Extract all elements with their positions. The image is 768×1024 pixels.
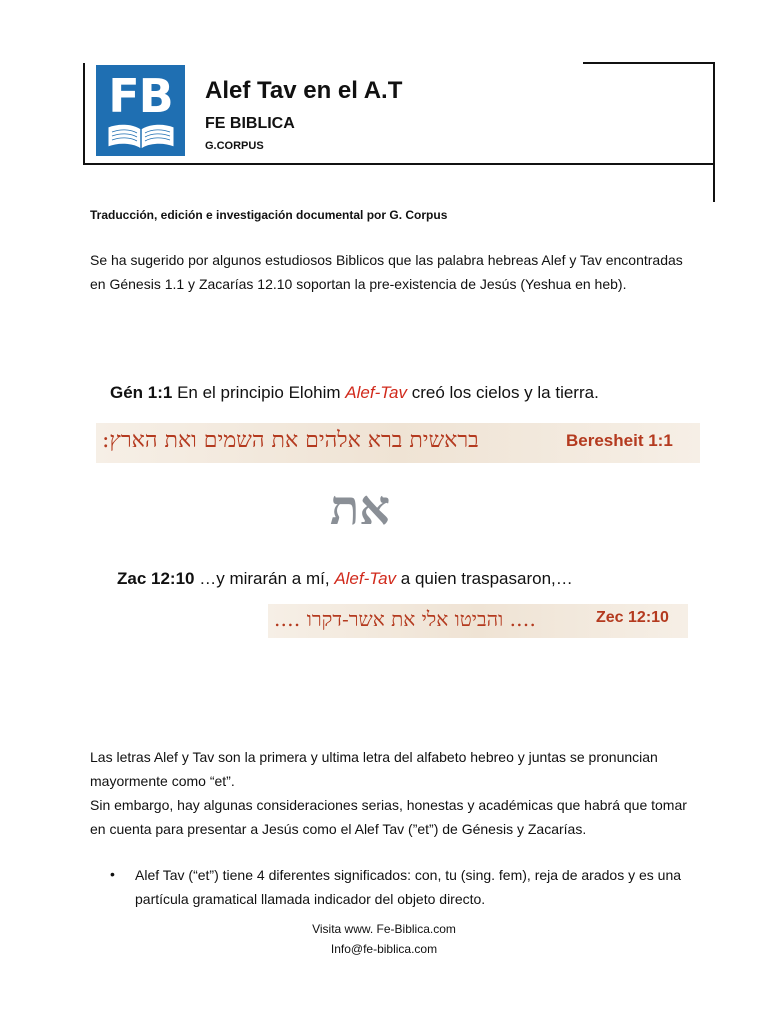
verse-zacarias-text-after: a quien traspasaron,…: [396, 569, 573, 588]
logo-text: FB: [108, 69, 173, 123]
credit-line: Traducción, edición e investigación documental por G. Corpus: [90, 208, 448, 222]
verse-genesis: [110, 383, 599, 403]
hebrew-genesis-text: בראשית ברא אלהים את השמים ואת הארץ:: [102, 428, 479, 453]
alef-tav-letters: את: [330, 480, 391, 536]
document-title: Alef Tav en el A.T: [205, 77, 403, 104]
fe-biblica-logo: [96, 65, 185, 156]
header-border-bottom: [83, 163, 715, 165]
hebrew-zacarias-text: …. והביטו אלי את אשר-דקרו ….: [274, 607, 537, 631]
header-border-right: [713, 62, 715, 202]
footer-website-link[interactable]: Visita www. Fe-Biblica.com: [312, 922, 456, 936]
open-book-icon: [106, 121, 176, 151]
body-paragraph: [90, 745, 690, 841]
intro-paragraph: Se ha sugerido por algunos estudiosos Biblicos que las palabra hebreas Alef y Tav encontradas en Génesis 1.1 y Zacarías 12.10 soportan la pre-existencia de Jesús (Yeshua en heb).: [90, 252, 683, 292]
bullet-item: Alef Tav (“et”) tiene 4 diferentes significados: con, tu (sing. fem), reja de arados y es una partícula gramatical llamada indicador del objeto directo.: [135, 867, 682, 907]
verse-zacarias-ref: Zac 12:10: [117, 569, 195, 588]
verse-zacarias-text-before: …y mirarán a mí,: [194, 569, 335, 588]
hebrew-genesis-ref: Beresheit 1:1: [566, 431, 673, 450]
header-border-left: [83, 63, 85, 165]
body-line-2: Sin embargo, hay algunas consideraciones serias, honestas y académicas que habrá que tomar en cuenta para presentar a Jesús como el Alef Tav (”et”) de Génesis y Zacarías.: [90, 797, 687, 837]
verse-genesis-text-after: creó los cielos y la tierra.: [407, 383, 599, 402]
verse-genesis-ref: Gén 1:1: [110, 383, 173, 402]
verse-genesis-text-before: En el principio Elohim: [172, 383, 346, 402]
footer-email-link[interactable]: Info@fe-biblica.com: [330, 942, 438, 956]
hebrew-zacarias-ref: Zec 12:10: [596, 609, 669, 626]
verse-zacarias: [117, 569, 573, 589]
body-line-1: Las letras Alef y Tav son la primera y ultima letra del alfabeto hebreo y juntas se pronuncian mayormente como “et”.: [90, 749, 658, 789]
verse-zacarias-highlight: Alef-Tav: [334, 569, 397, 588]
publisher-name: FE BIBLICA: [205, 115, 295, 132]
author-name: G.CORPUS: [205, 140, 264, 152]
header-border-top: [583, 62, 715, 64]
bullet-marker: •: [110, 866, 115, 882]
verse-genesis-highlight: Alef-Tav: [345, 383, 408, 402]
